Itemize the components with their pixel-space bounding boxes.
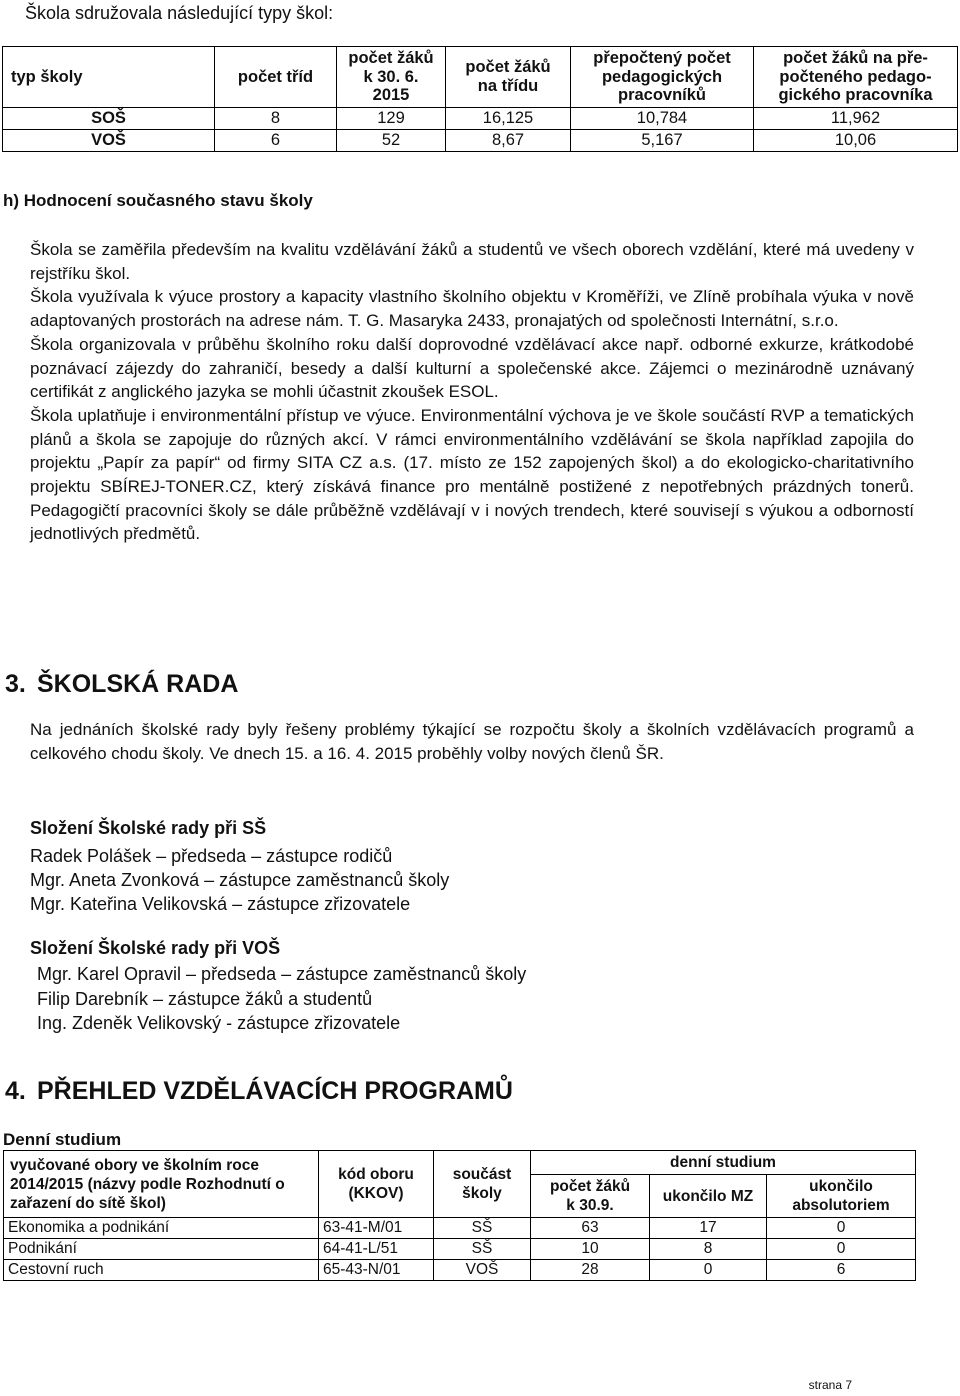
list-item: Ing. Zdeněk Velikovský - zástupce zřizovatele: [37, 1013, 401, 1033]
vos-council-members: [37, 962, 526, 1036]
table-row: SOŠ 8 129 16,125 10,784 11,962: [3, 107, 958, 129]
paragraph: Škola uplatňuje i environmentální přístup ve výuce. Environmentální výchova je ve škole součástí RVP a tematických plánů a škola se zapojuje do různých akcí. V rámci environmentálního vzdělávání se škola například zapojila do projektu „Papír za papír“ od firmy SITA CZ a.s. (17. místo ze 152 zapojených škol) a do ekologicko-charitativního projektu SBÍREJ-TONER.CZ, který získává finance pro mentálně postižené z nepotřebných prázdných tonerů. Pedagogičtí pracovníci školy se dále průběžně vzdělávají v i nových trendech, které souvisejí s výukou a odborností jednotlivých předmětů.: [30, 405, 914, 544]
vos-council-heading: Složení Školské rady při VOŠ: [30, 938, 281, 958]
paragraph: Škola se zaměřila především na kvalitu vzdělávání žáků a studentů ve všech oborech vzdělání, které má uvedeny v rejstříku škol.: [30, 240, 914, 283]
col-students: počet žáků k 30. 6. 2015: [337, 47, 446, 108]
col-group-daily: denní studium: [531, 1151, 916, 1175]
programs-table: [3, 1150, 916, 1281]
school-types-table: [2, 46, 958, 152]
col-students: počet žáků k 30.9.: [531, 1175, 650, 1218]
list-item: Radek Polášek – předseda – zástupce rodičů: [30, 846, 393, 866]
section-4-heading: 4. PŘEHLED VZDĚLÁVACÍCH PROGRAMŮ: [5, 1077, 513, 1105]
paragraph: Škola využívala k výuce prostory a kapacity vlastního školního objektu v Kroměříži, ve Zlíně probíhala výuka v nově adaptovaných prostorách na adrese nám. T. G. Masaryka 2433, pronajatých od společnosti Internátní, s.r.o.: [30, 287, 914, 331]
list-item: Mgr. Aneta Zvonková – zástupce zaměstnanců školy: [30, 870, 450, 890]
list-item: Filip Darebník – zástupce žáků a studentů: [37, 988, 373, 1009]
col-classes: počet tříd: [215, 47, 337, 108]
col-per-teacher: počet žáků na pře- počteného pedago- gického pracovníka: [754, 47, 958, 108]
table-header-row: [3, 47, 958, 108]
col-field: vyučované obory ve školním roce 2014/2015 (názvy podle Rozhodnutí o zařazení do sítě škol): [4, 1151, 319, 1218]
daily-study-label: Denní studium: [3, 1130, 122, 1149]
col-mz: ukončilo MZ: [650, 1175, 767, 1218]
table-row: Podnikání 64-41-L/51 SŠ 10 8 0: [4, 1239, 916, 1260]
col-per-class: počet žáků na třídu: [446, 47, 571, 108]
paragraph: Na jednáních školské rady byly řešeny problémy týkající se rozpočtu školy a školních vzdělávacích programů a celkového chodu školy. Ve dnech 15. a 16. 4. 2015 proběhly volby nových členů ŠR.: [30, 720, 914, 763]
table-header-row: [4, 1151, 916, 1175]
col-part: součást školy: [434, 1151, 531, 1218]
intro-text: Škola sdružovala následující typy škol:: [25, 3, 334, 23]
section-h-body: [30, 238, 914, 546]
col-code: kód oboru (KKOV): [319, 1151, 434, 1218]
ss-council-members: [30, 844, 449, 916]
section-h-heading: h) Hodnocení současného stavu školy: [3, 191, 313, 210]
table-row: Cestovní ruch 65-43-N/01 VOŠ 28 0 6: [4, 1260, 916, 1281]
col-school-type: typ školy: [3, 47, 215, 108]
list-item: Mgr. Kateřina Velikovská – zástupce zřizovatele: [30, 894, 411, 914]
page-number: strana 7: [808, 1378, 852, 1392]
col-absolutorium: ukončilo absolutoriem: [767, 1175, 916, 1218]
ss-council-heading: Složení Školské rady při SŠ: [30, 818, 267, 838]
section-3-body: [30, 718, 914, 765]
table-row: Ekonomika a podnikání 63-41-M/01 SŠ 63 17 0: [4, 1218, 916, 1239]
section-3-heading: 3. ŠKOLSKÁ RADA: [5, 670, 239, 698]
list-item: Mgr. Karel Opravil – předseda – zástupce zaměstnanců školy: [37, 964, 527, 984]
col-teachers: přepočtený počet pedagogických pracovníků: [571, 47, 754, 108]
paragraph: Škola organizovala v průběhu školního roku další doprovodné vzdělávací akce např. odborné exkurze, krátkodobé poznávací zájezdy do zahraničí, besedy a další kulturní a společenské akce. Zájemci o mezinárodně uznávaný certifikát z anglického jazyka se mohli účastnit zkoušek ESOL.: [30, 334, 914, 402]
table-row: VOŠ 6 52 8,67 5,167 10,06: [3, 129, 958, 151]
